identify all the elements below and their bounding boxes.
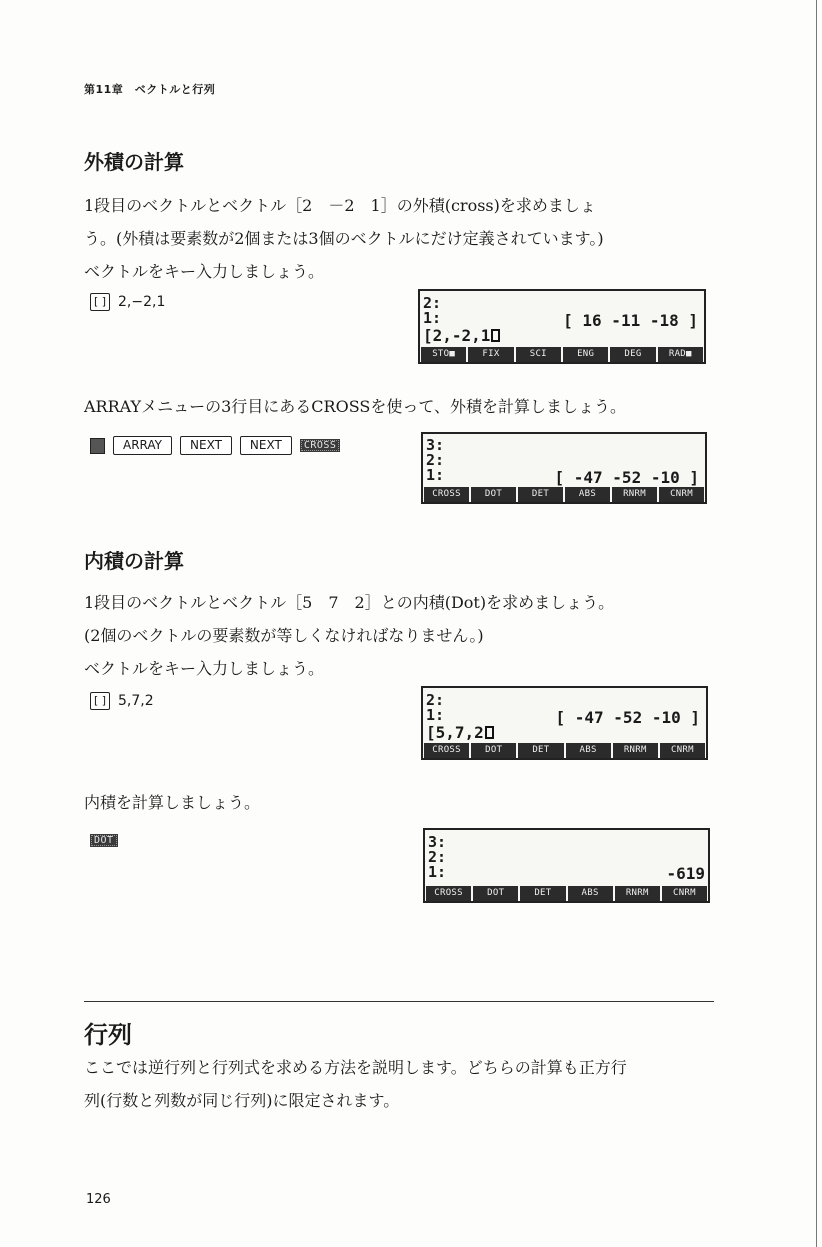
- array-key[interactable]: ARRAY: [113, 436, 172, 455]
- stack-level-1: 1:: [423, 309, 442, 327]
- menu-item-cnrm[interactable]: CNRM: [659, 487, 704, 502]
- cross-key-sequence: [90, 436, 340, 455]
- cross-softkey[interactable]: CROSS: [300, 439, 341, 452]
- menu-item-cnrm[interactable]: CNRM: [662, 886, 707, 901]
- stack-level-1: 1:: [428, 863, 447, 881]
- menu-item-abs[interactable]: ABS: [568, 886, 613, 901]
- stack-level-3: 3:: [426, 436, 445, 454]
- shift-key-icon[interactable]: [90, 438, 105, 454]
- menu-item-abs[interactable]: ABS: [566, 743, 611, 758]
- dot-softkey[interactable]: DOT: [90, 834, 118, 847]
- dot-intro: [84, 586, 734, 685]
- menu-item-eng[interactable]: ENG: [563, 347, 608, 362]
- bracket-key-icon[interactable]: [ ]: [90, 293, 110, 311]
- cross-key-entry: [90, 293, 165, 311]
- page-edge-rule: [816, 0, 817, 1247]
- stack-level-1: 1:: [426, 706, 445, 724]
- dot-intro-line-3: ベクトルをキー入力しましょう。: [84, 659, 325, 678]
- bracket-key-icon[interactable]: [ ]: [90, 692, 110, 710]
- matrix-intro-line-2: 列(行数と列数が同じ行列)に限定されます。: [84, 1091, 400, 1110]
- calculator-screen-1: [418, 289, 706, 364]
- stack-level-1-value: [ -47 -52 -10 ]: [554, 468, 699, 487]
- calculator-screen-3: [421, 686, 708, 760]
- menu-item-deg[interactable]: DEG: [610, 347, 655, 362]
- menu-item-cross[interactable]: CROSS: [424, 487, 469, 502]
- command-line-text: [5,7,2: [426, 723, 484, 742]
- menu-item-det[interactable]: DET: [518, 743, 563, 758]
- page-number: 126: [86, 1192, 111, 1207]
- menu-item-rnrm[interactable]: RNRM: [615, 886, 660, 901]
- cross-intro-line-1: 1段目のベクトルとベクトル［2 －2 1］の外積(cross)を求めましょ: [84, 196, 596, 215]
- next-key-1[interactable]: NEXT: [180, 436, 232, 455]
- soft-menu: [425, 886, 708, 901]
- compute-instruction: 内積を計算しましょう。: [84, 793, 261, 812]
- menu-item-abs[interactable]: ABS: [565, 487, 610, 502]
- menu-item-dot[interactable]: DOT: [473, 886, 518, 901]
- soft-menu: [423, 743, 706, 758]
- section-divider: [84, 1001, 714, 1002]
- menu-item-dot[interactable]: DOT: [471, 743, 516, 758]
- soft-menu: [420, 347, 704, 362]
- menu-item-sci[interactable]: SCI: [516, 347, 561, 362]
- menu-item-det[interactable]: DET: [520, 886, 565, 901]
- stack-level-1-value: [ 16 -11 -18 ]: [563, 311, 698, 330]
- command-line: [423, 328, 500, 344]
- dot-key-entry-text: 5,7,2: [118, 693, 154, 709]
- menu-item-rad[interactable]: RAD■: [658, 347, 703, 362]
- menu-item-dot[interactable]: DOT: [471, 487, 516, 502]
- dot-intro-line-1: 1段目のベクトルとベクトル［5 7 2］との内積(Dot)を求めましょう。: [84, 593, 615, 612]
- stack-level-2: 2:: [426, 691, 445, 709]
- matrix-intro-line-1: ここでは逆行列と行列式を求める方法を説明します。どちらの計算も正方行: [84, 1058, 627, 1077]
- menu-item-cross[interactable]: CROSS: [426, 886, 471, 901]
- matrix-section-title: 行列: [84, 1021, 132, 1049]
- cursor-icon: [491, 329, 500, 342]
- stack-level-1-value: [ -47 -52 -10 ]: [555, 708, 700, 727]
- cross-section-title: 外積の計算: [84, 150, 184, 174]
- calculator-screen-4: [423, 828, 710, 903]
- dot-key-sequence: [90, 834, 118, 847]
- menu-item-cnrm[interactable]: CNRM: [660, 743, 705, 758]
- dot-intro-line-2: (2個のベクトルの要素数が等しくなければなりません。): [84, 626, 484, 645]
- command-line: [426, 725, 494, 741]
- stack-level-1-value: -619: [666, 864, 705, 883]
- stack-level-2: 2:: [426, 451, 445, 469]
- stack-level-2: 2:: [428, 848, 447, 866]
- matrix-intro: [84, 1051, 734, 1117]
- soft-menu: [423, 487, 705, 502]
- chapter-header: 第11章 ベクトルと行列: [84, 83, 216, 96]
- menu-item-det[interactable]: DET: [518, 487, 563, 502]
- command-line-text: [2,-2,1: [423, 326, 491, 345]
- array-instruction: ARRAYメニューの3行目にあるCROSSを使って、外積を計算しましょう。: [84, 397, 627, 416]
- cross-intro-line-2: う。(外積は要素数が2個または3個のベクトルにだけ定義されています。): [84, 229, 604, 248]
- next-key-2[interactable]: NEXT: [240, 436, 292, 455]
- menu-item-sto[interactable]: STO■: [421, 347, 466, 362]
- cursor-icon: [485, 726, 494, 739]
- stack-level-1: 1:: [426, 466, 445, 484]
- cross-key-entry-text: 2,−2,1: [118, 294, 166, 310]
- menu-item-rnrm[interactable]: RNRM: [613, 743, 658, 758]
- dot-section-title: 内積の計算: [84, 549, 184, 573]
- dot-key-entry: [90, 692, 154, 710]
- cross-intro: [84, 189, 734, 288]
- cross-intro-line-3: ベクトルをキー入力しましょう。: [84, 262, 325, 281]
- stack-level-3: 3:: [428, 833, 447, 851]
- calculator-screen-2: [421, 432, 707, 504]
- menu-item-fix[interactable]: FIX: [468, 347, 513, 362]
- menu-item-cross[interactable]: CROSS: [424, 743, 469, 758]
- menu-item-rnrm[interactable]: RNRM: [612, 487, 657, 502]
- stack-level-2: 2:: [423, 294, 442, 312]
